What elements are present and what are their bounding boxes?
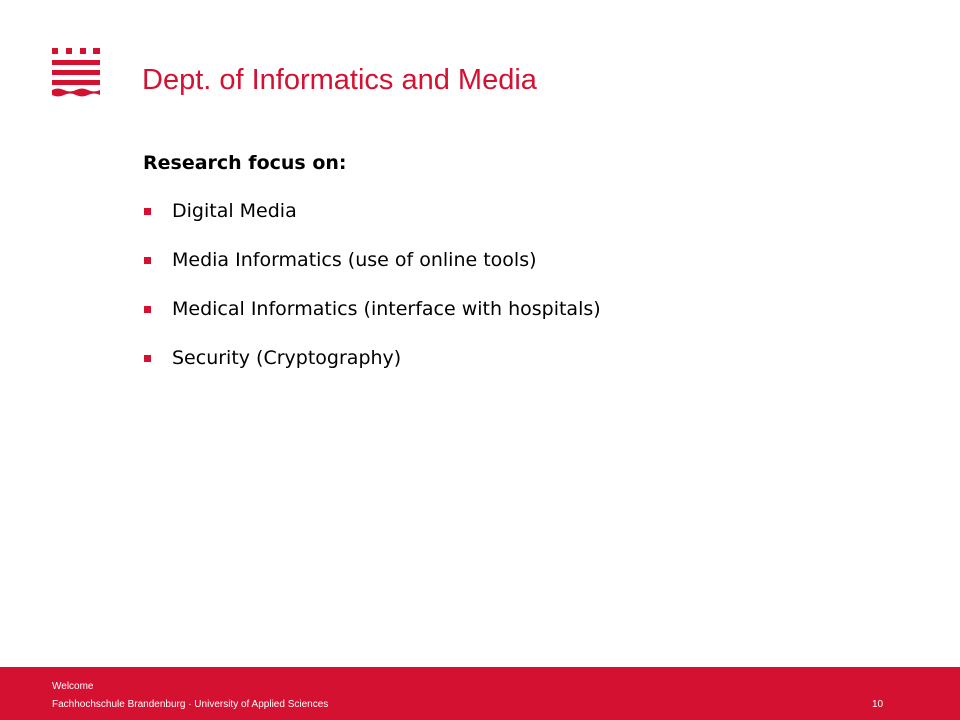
bullet-item	[143, 248, 903, 297]
bullet-text: Medical Informatics (interface with hospitals)	[172, 298, 601, 320]
footer-bar	[0, 667, 960, 720]
square-bullet-icon	[144, 257, 151, 264]
slide-content	[143, 152, 903, 395]
bullet-text: Media Informatics (use of online tools)	[172, 249, 537, 271]
footer-institution: Fachhochschule Brandenburg · University of Applied Sciences	[52, 699, 329, 710]
footer-section-label: Welcome	[52, 681, 94, 692]
bullet-text: Digital Media	[172, 200, 297, 222]
page-number: 10	[872, 699, 884, 710]
square-bullet-icon	[144, 306, 151, 313]
fh-brandenburg-logo	[52, 48, 100, 98]
content-heading: Research focus on:	[143, 152, 347, 174]
square-bullet-icon	[144, 208, 151, 215]
square-bullet-icon	[144, 355, 151, 362]
bullet-item	[143, 297, 903, 346]
bullet-item	[143, 199, 903, 248]
bullet-list	[143, 199, 903, 395]
slide-title: Dept. of Informatics and Media	[142, 64, 537, 96]
bullet-text: Security (Cryptography)	[172, 347, 402, 369]
bullet-item	[143, 346, 903, 395]
